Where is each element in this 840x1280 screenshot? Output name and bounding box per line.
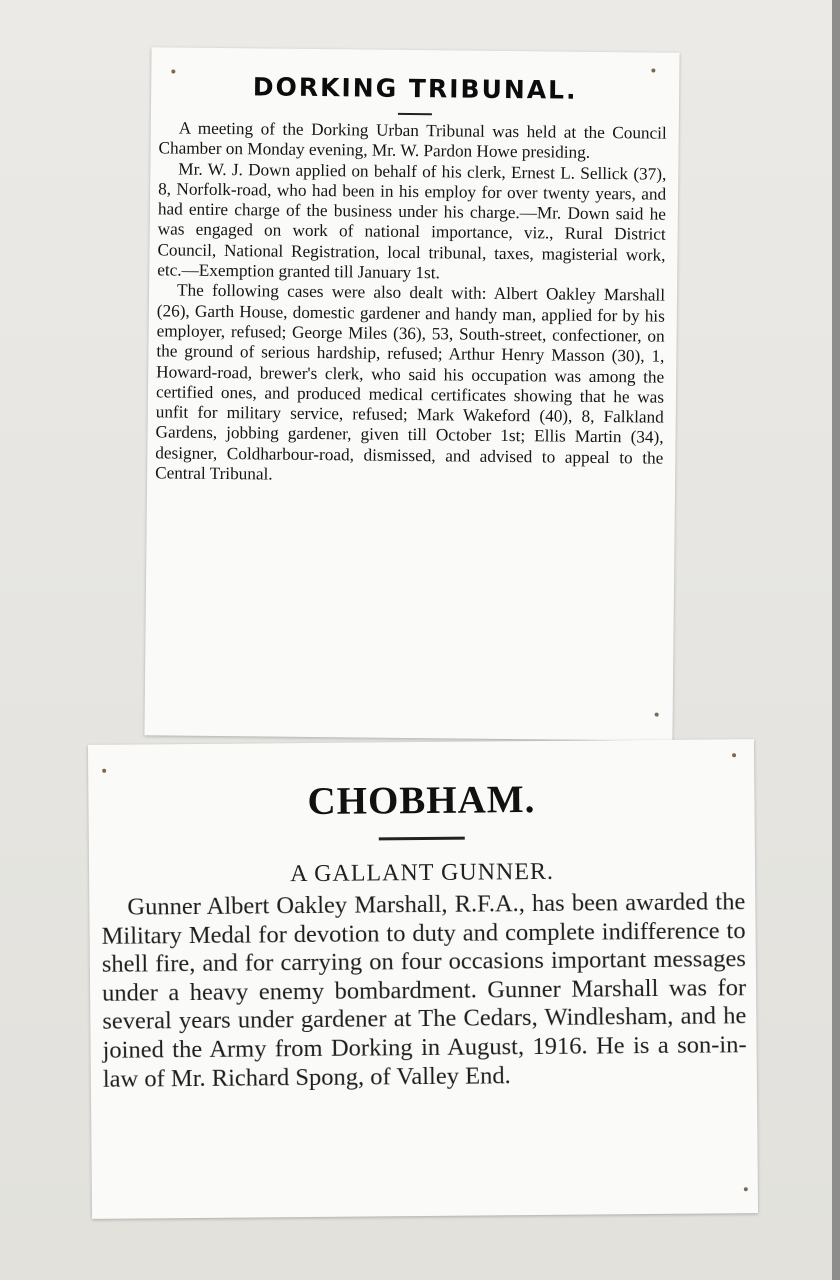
headline-divider bbox=[398, 113, 432, 115]
article-headline: CHOBHAM. bbox=[307, 778, 536, 824]
article-paragraph: Gunner Albert Oakley Marshall, R.F.A., has been awarded the Military Medal for devotion to duty and complete indifference to shell fire, and for carrying on four occasions important messages under a heavy enemy bombardment. Gunner Marshall was for several years under gardener at The Cedars, Windlesham, and he joined the Army from Dorking in August, 1916. He is a son-in-law of Mr. Richard Spong, of Valley End. bbox=[101, 888, 747, 1093]
article-paragraph: A meeting of the Dorking Urban Tribunal was held at the Council Chamber on Monday evening, Mr. W. Pardon Howe presiding. bbox=[158, 118, 667, 163]
article-headline: DORKING TRIBUNAL. bbox=[252, 72, 578, 105]
pin-icon bbox=[655, 713, 659, 717]
article-paragraph: The following cases were also dealt with: Albert Oakley Marshall (26), Garth House, domestic gardener and handy man, applied for by his employer, refused; George Miles (36), 53, South-street, confectioner, on the ground of serious hardship, refused; Arthur Henry Masson (30), 1, Howard-road, brewer's clerk, who said his occupation was among the certified ones, and produced medical certificates showing that he was unfit for military service, refused; Mark Wakeford (40), 8, Falkland Gardens, jobbing gardener, given till October 1st; Ellis Martin (34), designer, Coldharbour-road, dismissed, and advised to appeal to the Central Tribunal. bbox=[155, 280, 666, 484]
newspaper-clipping-chobham bbox=[88, 739, 758, 1219]
pin-icon bbox=[651, 68, 655, 72]
pin-icon bbox=[171, 69, 175, 73]
headline-divider bbox=[379, 837, 465, 841]
newspaper-clipping-dorking bbox=[144, 47, 679, 740]
wall-edge bbox=[832, 0, 840, 1280]
pin-icon bbox=[102, 769, 106, 773]
article-paragraph: Mr. W. J. Down applied on behalf of his clerk, Ernest L. Sellick (37), 8, Norfolk-road, who had been in his employ for over twenty years, and had entire charge of the business under his charge.—Mr. Down said he was engaged on work of national importance, viz., Rural District Council, National Registration, local tribunal, taxes, magisterial work, etc.—Exemption granted till January 1st. bbox=[157, 159, 667, 283]
article-subheadline: A GALLANT GUNNER. bbox=[290, 858, 555, 888]
article-body bbox=[89, 888, 757, 1094]
pin-icon bbox=[732, 753, 736, 757]
pin-icon bbox=[744, 1187, 748, 1191]
article-body bbox=[147, 118, 679, 489]
